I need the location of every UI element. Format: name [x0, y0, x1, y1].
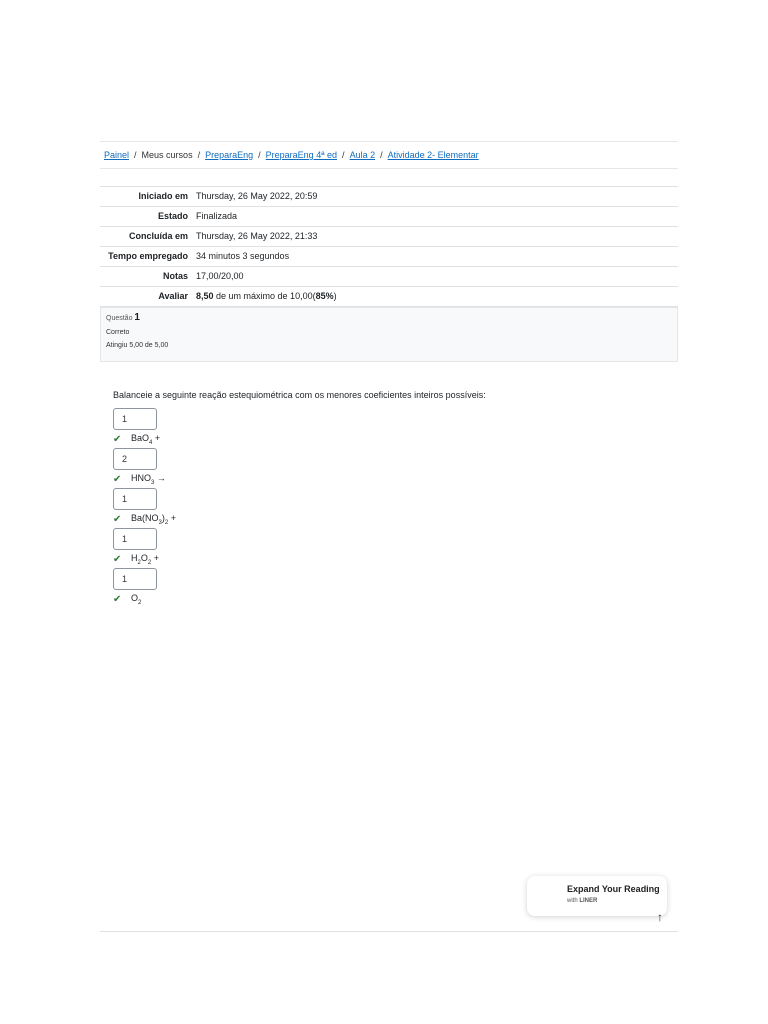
breadcrumb — [100, 141, 678, 169]
breadcrumb-separator: / — [197, 150, 201, 160]
summary-grade-value — [192, 287, 678, 307]
summary-row-state — [100, 207, 678, 227]
term-label: $O_2$ — [131, 592, 142, 606]
summary-label: Iniciado em — [138, 191, 188, 201]
summary-value: 34 minutos 3 segundos — [196, 251, 290, 261]
check-icon: ✔ — [113, 553, 122, 565]
liner-with: with — [567, 898, 580, 904]
check-icon: ✔ — [113, 473, 122, 485]
breadcrumb-painel[interactable]: Painel — [104, 150, 130, 160]
term-row — [113, 430, 673, 448]
coefficient-input-4[interactable]: 1 — [113, 528, 157, 550]
summary-row-grade — [100, 287, 678, 307]
breadcrumb-separator: / — [134, 150, 137, 160]
breadcrumb-preparaeng-4ed[interactable]: PreparaEng 4ª ed — [265, 150, 338, 160]
attempt-summary-table — [100, 186, 678, 307]
question-content — [113, 390, 673, 608]
term-row — [113, 470, 673, 488]
summary-row-completed — [100, 227, 678, 247]
summary-value: Thursday, 26 May 2022, 21:33 — [196, 231, 318, 241]
summary-label: Avaliar — [158, 291, 188, 301]
question-number-value: 1 — [134, 312, 140, 323]
grade-score: 8,50 — [196, 291, 214, 301]
summary-row-started — [100, 187, 678, 207]
summary-label: Notas — [162, 271, 188, 281]
term-row — [113, 510, 673, 528]
summary-label: Estado — [157, 211, 188, 221]
term-label: $Ba(NO_3)_2$ + — [131, 512, 176, 526]
breadcrumb-preparaeng[interactable]: PreparaEng — [205, 150, 254, 160]
breadcrumb-separator: / — [380, 150, 383, 160]
question-mark: Atingiu 5,00 de 5,00 — [106, 342, 169, 349]
liner-title: Expand Your Reading — [567, 884, 660, 894]
summary-value: Finalizada — [196, 211, 238, 221]
question-status: Correto — [106, 329, 130, 336]
question-prefix: Questão — [106, 315, 133, 322]
term-row — [113, 550, 673, 568]
question-info-panel — [100, 307, 678, 362]
summary-row-time-taken — [100, 247, 678, 267]
summary-row-marks — [100, 267, 678, 287]
summary-value: Thursday, 26 May 2022, 20:59 — [196, 191, 318, 201]
breadcrumb-aula-2[interactable]: Aula 2 — [349, 150, 376, 160]
grade-percent: 85% — [315, 291, 334, 301]
liner-subtitle — [567, 898, 667, 904]
liner-brand: LINER — [579, 898, 598, 904]
breadcrumb-separator: / — [342, 150, 345, 160]
coefficient-input-1[interactable]: 1 — [113, 408, 157, 430]
grade-max: de um máximo de 10,00( — [213, 291, 316, 301]
check-icon: ✔ — [113, 593, 122, 605]
coefficient-input-2[interactable]: 2 — [113, 448, 157, 470]
coefficient-input-3[interactable]: 1 — [113, 488, 157, 510]
breadcrumb-meus-cursos: Meus cursos — [141, 150, 193, 160]
grade-close: ) — [333, 291, 337, 301]
check-icon: ✔ — [113, 433, 122, 445]
liner-popup[interactable] — [527, 876, 667, 924]
breadcrumb-separator: / — [258, 150, 261, 160]
coefficient-input-5[interactable]: 1 — [113, 568, 157, 590]
summary-value: 17,00/20,00 — [196, 271, 244, 281]
term-label: $HNO_3$ → — [131, 472, 166, 486]
breadcrumb-atividade-2[interactable]: Atividade 2- Elementar — [387, 150, 479, 160]
question-prompt: Balanceie a seguinte reação estequiométrica com os menores coeficientes inteiros possíveis: — [113, 390, 486, 400]
term-row — [113, 590, 673, 608]
summary-label: Tempo empregado — [108, 251, 188, 261]
footer-divider — [100, 931, 678, 932]
question-number — [106, 312, 672, 323]
term-label: $H_2O_2$ + — [131, 552, 159, 566]
check-icon: ✔ — [113, 513, 122, 525]
term-label: BaO$_4$ + — [131, 432, 161, 446]
summary-label: Concluída em — [128, 231, 188, 241]
arrow-up-icon[interactable]: ↑ — [657, 910, 663, 924]
